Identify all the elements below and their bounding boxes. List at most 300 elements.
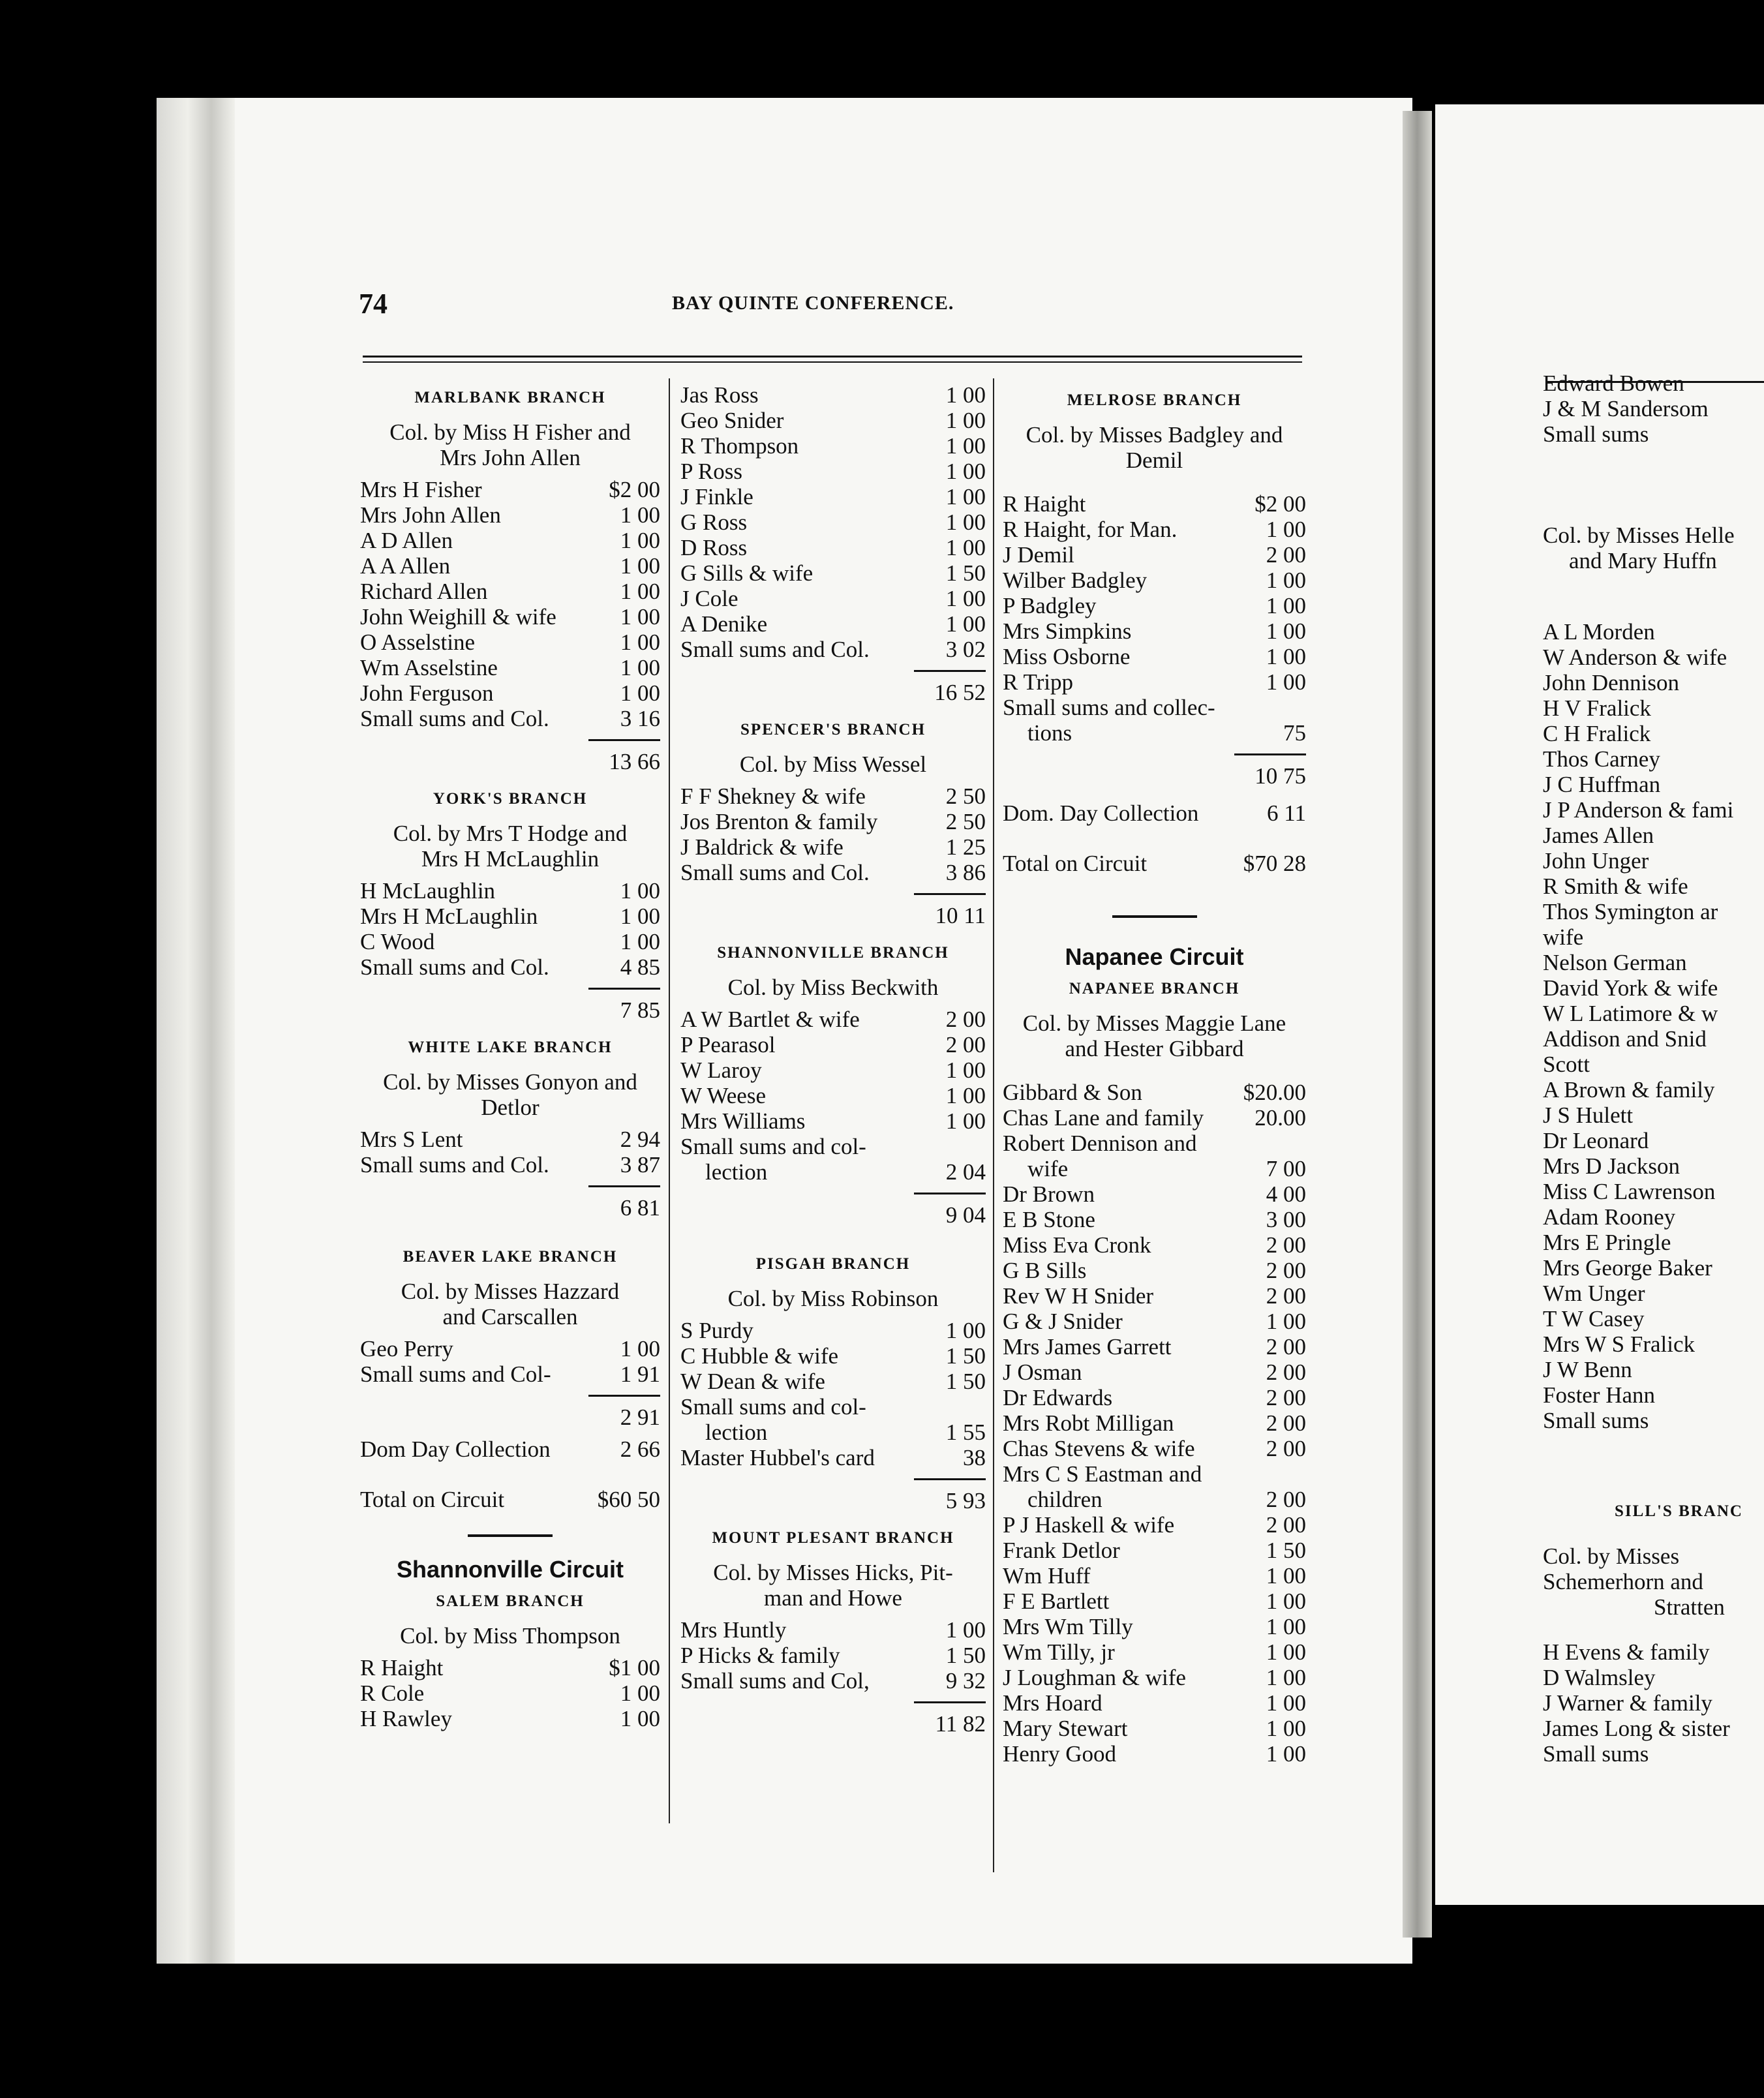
entry-name: R Haight: [1003, 491, 1086, 517]
entry-name: Mrs D Jackson: [1543, 1153, 1680, 1179]
entry-amount: 1 00: [620, 553, 660, 579]
entry-amount: 4 00: [1266, 1181, 1306, 1207]
dom-day-row: Dom. Day Collection 6 11: [1003, 800, 1306, 826]
entry-row: [680, 611, 986, 637]
column-divider-2: [993, 378, 994, 1872]
entry-name: J Loughman & wife: [1003, 1665, 1186, 1690]
entry-name: C Wood: [360, 929, 435, 954]
entry-amount: 2 00: [1266, 1334, 1306, 1360]
entry-row: [680, 535, 986, 560]
entry-name: Mary Stewart: [1003, 1716, 1128, 1741]
entry-amount: 1 00: [945, 1318, 986, 1343]
entry-row: [360, 630, 660, 655]
dom-day-row: Dom Day Collection 2 66: [360, 1437, 660, 1462]
entry-name: Adam Rooney: [1543, 1204, 1676, 1230]
entry-amount: 2 00: [1266, 542, 1306, 568]
entry-row: [1003, 1589, 1306, 1614]
entry-row: [1003, 1639, 1306, 1665]
collector-caption: Col. by Miss Thompson: [400, 1623, 620, 1649]
entry-row: [360, 1152, 660, 1178]
entry-name: Mrs S Lent: [360, 1127, 463, 1152]
entry-amount: 1 00: [945, 1108, 986, 1134]
entry-amount: 1 00: [1266, 1563, 1306, 1589]
salem-continued-rows: [680, 382, 986, 662]
collector-caption: Col. by Mrs T Hodge and Mrs H McLaughlin: [393, 821, 628, 872]
entry-name: G & J Snider: [1003, 1309, 1123, 1334]
entry-amount: 2 00: [945, 1032, 986, 1057]
entry-row: [360, 1680, 660, 1706]
circuit-total-row: Total on Circuit $70 28: [1003, 851, 1306, 876]
entry-name: P J Haskell & wife: [1003, 1512, 1175, 1538]
entry-row: [360, 929, 660, 954]
entry-name: Small sums: [1543, 1741, 1649, 1767]
entry-row: tions 75: [1027, 720, 1306, 746]
entry-row: [680, 1083, 986, 1108]
entry-amount: 2 00: [945, 1007, 986, 1032]
entry-amount: 1 00: [1266, 1665, 1306, 1690]
entry-row: [680, 1343, 986, 1369]
entry-name: David York & wife: [1543, 975, 1718, 1001]
entry-name: R Cole: [360, 1680, 425, 1706]
sill-rows: [1543, 1639, 1764, 1767]
entry-name: Gibbard & Son: [1003, 1080, 1142, 1105]
entry-amount: 1 00: [1266, 517, 1306, 542]
entry-name: Edward Bowen: [1543, 371, 1684, 396]
entry-name: J Cole: [680, 586, 738, 611]
entry-name: A W Bartlet & wife: [680, 1007, 860, 1032]
entry-row: Small sums and col-: [680, 1394, 866, 1420]
entry-amount: 1 00: [620, 878, 660, 904]
entry-name: H V Fralick: [1543, 695, 1651, 721]
mount-plesant-rows: [680, 1617, 986, 1694]
entry-row: [1003, 1181, 1306, 1207]
entry-name: Henry Good: [1003, 1741, 1116, 1767]
subtotal-row: 16 52: [934, 680, 986, 705]
entry-name: Miss Osborne: [1003, 644, 1131, 669]
entry-name: John Ferguson: [360, 680, 494, 706]
entry-name: John Weighill & wife: [360, 604, 556, 630]
entry-name: Rev W H Snider: [1003, 1283, 1154, 1309]
entry-name: G B Sills: [1003, 1258, 1087, 1283]
column-divider-1: [669, 378, 670, 1823]
entry-name: Dr Edwards: [1003, 1385, 1113, 1410]
entry-amount: $2 00: [609, 477, 660, 502]
entry-name: C Hubble & wife: [680, 1343, 839, 1369]
entry-row: [680, 783, 986, 809]
entry-name: W Anderson & wife: [1543, 645, 1727, 670]
entry-row: [1003, 517, 1306, 542]
entry-amount: 1 00: [945, 611, 986, 637]
collector-caption: Col. by Miss Beckwith: [727, 975, 939, 1000]
entry-amount: 1 00: [620, 655, 660, 680]
entry-name: Small sums and Col.: [360, 954, 549, 980]
subtotal-row: 7 85: [620, 997, 660, 1023]
entry-amount: 1 50: [1266, 1538, 1306, 1563]
entry-amount: 2 00: [1266, 1436, 1306, 1461]
entry-amount: 1 00: [945, 1083, 986, 1108]
collector-caption: Col. by Misses Maggie Lane and Hester Gibbard: [1022, 1011, 1286, 1061]
entry-amount: 2 00: [1266, 1258, 1306, 1283]
entry-name: Wm Tilly, jr: [1003, 1639, 1115, 1665]
entry-name: Mrs Robt Milligan: [1003, 1410, 1174, 1436]
entry-amount: 1 50: [945, 1343, 986, 1369]
entry-row: [360, 604, 660, 630]
entry-name: Small sums and Col.: [680, 860, 870, 885]
entry-name: Thos Symington ar: [1543, 899, 1718, 924]
entry-name: Wm Asselstine: [360, 655, 498, 680]
entry-row: [360, 655, 660, 680]
subtotal-row: 9 04: [945, 1202, 986, 1228]
entry-row: [1003, 1283, 1306, 1309]
entry-name: Mrs H McLaughlin: [360, 904, 538, 929]
entry-amount: 2 94: [620, 1127, 660, 1152]
entry-amount: 1 25: [945, 834, 986, 860]
sum-rule: [914, 1193, 986, 1194]
marlbank-rows: [360, 477, 660, 731]
entry-amount: 2 50: [945, 783, 986, 809]
sum-rule: [914, 893, 986, 895]
page-number: 74: [359, 288, 388, 320]
entry-row: [360, 1706, 660, 1731]
entry-row: [1003, 593, 1306, 618]
entry-amount: 3 00: [1266, 1207, 1306, 1232]
entry-name: Nelson German: [1543, 950, 1687, 975]
entry-row: [680, 459, 986, 484]
entry-name: Small sums and Col,: [680, 1668, 870, 1694]
entry-amount: 2 00: [1266, 1512, 1306, 1538]
section-heading: PISGAH BRANCH: [755, 1255, 911, 1273]
napanee-rows-a: [1003, 1080, 1306, 1131]
entry-amount: 3 86: [945, 860, 986, 885]
entry-name: Small sums and Col-: [360, 1361, 551, 1387]
entry-name: wife: [1543, 924, 1584, 950]
entry-name: J Baldrick & wife: [680, 834, 844, 860]
napanee-rows-b: [1003, 1181, 1306, 1461]
entry-name: J S Hulett: [1543, 1102, 1634, 1128]
entry-name: P Pearasol: [680, 1032, 776, 1057]
subtotal-row: 10 75: [1255, 763, 1306, 789]
entry-row: [1003, 1614, 1306, 1639]
collector-caption: Col. by Misses Hicks, Pit- man and Howe: [713, 1560, 953, 1611]
section-heading: SALEM BRANCH: [436, 1592, 585, 1610]
entry-row: [1003, 1436, 1306, 1461]
entry-amount: 1 00: [620, 929, 660, 954]
section-heading: MELROSE BRANCH: [1067, 391, 1242, 409]
entry-name: R Haight: [360, 1655, 444, 1680]
sum-rule: [588, 1395, 660, 1397]
entry-amount: 1 00: [620, 680, 660, 706]
entry-name: R Thompson: [680, 433, 799, 459]
entry-name: E B Stone: [1003, 1207, 1095, 1232]
entry-amount: 2 00: [1266, 1385, 1306, 1410]
entry-name: T W Casey: [1543, 1306, 1645, 1331]
entry-amount: 1 00: [1266, 1690, 1306, 1716]
subtotal-row: 2 91: [620, 1405, 660, 1430]
entry-name: H Rawley: [360, 1706, 452, 1731]
entry-amount: 20.00: [1255, 1105, 1306, 1131]
entry-name: Small sums: [1543, 1408, 1649, 1433]
entry-row: [680, 834, 986, 860]
entry-amount: 1 00: [1266, 618, 1306, 644]
entry-row: [680, 560, 986, 586]
entry-name: John Dennison: [1543, 670, 1680, 695]
entry-name: Chas Stevens & wife: [1003, 1436, 1195, 1461]
section-heading: NAPANEE BRANCH: [1069, 980, 1240, 997]
entry-name: Dr Leonard: [1543, 1128, 1649, 1153]
entry-name: Small sums and Col.: [360, 1152, 549, 1178]
entry-row: [1003, 644, 1306, 669]
sum-rule: [914, 670, 986, 672]
entry-name: Small sums: [1543, 421, 1649, 447]
entry-row: [1003, 1080, 1306, 1105]
entry-row: [360, 477, 660, 502]
spencer-rows: [680, 783, 986, 885]
entry-row: [680, 433, 986, 459]
beaver-lake-rows: [360, 1336, 660, 1387]
collector-caption: Col. by Miss H Fisher and Mrs John Allen: [389, 419, 631, 470]
entry-name: Small sums and Col.: [680, 637, 870, 662]
entry-name: Jos Brenton & family: [680, 809, 878, 834]
entry-name: P Hicks & family: [680, 1643, 840, 1668]
entry-amount: 1 00: [945, 1617, 986, 1643]
entry-name: A D Allen: [360, 528, 453, 553]
entry-name: J Finkle: [680, 484, 753, 509]
entry-row: [1003, 1512, 1306, 1538]
entry-amount: 1 00: [945, 509, 986, 535]
entry-name: Small sums and Col.: [360, 706, 549, 731]
entry-row: [1003, 1538, 1306, 1563]
section-divider: [1112, 915, 1197, 918]
entry-row: [680, 1032, 986, 1057]
entry-row: [1003, 618, 1306, 644]
entry-amount: 1 00: [945, 382, 986, 408]
entry-row: [680, 1617, 986, 1643]
entry-row: [680, 1668, 986, 1694]
entry-amount: 1 00: [1266, 1589, 1306, 1614]
entry-row: [1003, 1716, 1306, 1741]
entry-row: [680, 637, 986, 662]
entry-row: [1003, 542, 1306, 568]
entry-name: Miss C Lawrenson: [1543, 1179, 1716, 1204]
entry-name: James Allen: [1543, 823, 1654, 848]
circuit-total-row: Total on Circuit $60 50: [360, 1487, 660, 1512]
shannonville-rows: [680, 1007, 986, 1134]
entry-row: [1003, 1741, 1306, 1767]
entry-name: Jas Ross: [680, 382, 759, 408]
entry-amount: 1 50: [945, 1643, 986, 1668]
entry-name: Geo Snider: [680, 408, 784, 433]
entry-name: Mrs Huntly: [680, 1617, 787, 1643]
entry-amount: 1 00: [1266, 1639, 1306, 1665]
entry-row: lection 1 55: [705, 1420, 986, 1445]
entry-row: Small sums and col-: [680, 1134, 866, 1159]
entry-amount: 1 00: [620, 604, 660, 630]
entry-amount: 1 00: [1266, 1614, 1306, 1639]
entry-name: D Ross: [680, 535, 748, 560]
entry-name: R Haight, for Man.: [1003, 517, 1178, 542]
entry-amount: 1 00: [1266, 1309, 1306, 1334]
entry-row: [680, 484, 986, 509]
entry-name: J W Benn: [1543, 1357, 1632, 1382]
entry-row: [680, 408, 986, 433]
entry-row: Master Hubbel's card 38: [680, 1445, 986, 1470]
entry-row: [1003, 1665, 1306, 1690]
entry-row: [680, 509, 986, 535]
entry-name: Mrs H Fisher: [360, 477, 482, 502]
entry-name: R Smith & wife: [1543, 874, 1688, 899]
collector-caption: Col. by Misses Schemerhorn and Stratten: [1543, 1543, 1725, 1620]
entry-name: Mrs Hoard: [1003, 1690, 1102, 1716]
entry-name: John Unger: [1543, 848, 1649, 874]
entry-row: [1003, 1334, 1306, 1360]
entry-row: [360, 954, 660, 980]
entry-amount: 1 00: [620, 528, 660, 553]
entry-name: Wm Unger: [1543, 1281, 1645, 1306]
entry-row: [360, 680, 660, 706]
entry-amount: 1 00: [620, 579, 660, 604]
collector-caption: Col. by Misses Gonyon and Detlor: [383, 1069, 637, 1120]
entry-row: [1003, 491, 1306, 517]
entry-amount: 1 00: [620, 502, 660, 528]
entry-row: Mrs C S Eastman and: [1003, 1461, 1202, 1487]
entry-row: [360, 1127, 660, 1152]
entry-name: P Badgley: [1003, 593, 1097, 618]
entry-row: [1003, 1105, 1306, 1131]
entry-name: James Long & sister: [1543, 1716, 1730, 1741]
section-heading: WHITE LAKE BRANCH: [408, 1039, 613, 1056]
right-rows: [1543, 619, 1764, 1433]
section-heading: SPENCER'S BRANCH: [740, 721, 926, 738]
melrose-rows: [1003, 491, 1306, 695]
napanee-rows-c: [1003, 1512, 1306, 1767]
entry-row: children 2 00: [1027, 1487, 1306, 1512]
entry-row: [360, 1361, 660, 1387]
entry-name: F E Bartlett: [1003, 1589, 1110, 1614]
entry-amount: 1 00: [945, 1057, 986, 1083]
entry-name: Geo Perry: [360, 1336, 453, 1361]
subtotal-row: 10 11: [935, 903, 986, 928]
subtotal-row: 6 81: [620, 1195, 660, 1221]
entry-name: Richard Allen: [360, 579, 488, 604]
entry-row: [680, 860, 986, 885]
entry-row: [680, 809, 986, 834]
entry-amount: 1 00: [620, 1706, 660, 1731]
entry-name: Chas Lane and family: [1003, 1105, 1204, 1131]
entry-name: W Laroy: [680, 1057, 762, 1083]
entry-name: Frank Detlor: [1003, 1538, 1120, 1563]
entry-row: [1003, 1360, 1306, 1385]
entry-amount: 1 00: [620, 1336, 660, 1361]
entry-amount: 1 50: [945, 560, 986, 586]
entry-amount: 1 00: [620, 630, 660, 655]
entry-row: [1003, 1385, 1306, 1410]
entry-row: [680, 1318, 986, 1343]
entry-name: Scott: [1543, 1052, 1590, 1077]
entry-row: [680, 586, 986, 611]
entry-name: J & M Sandersom: [1543, 396, 1709, 421]
entry-name: Mrs W S Fralick: [1543, 1331, 1696, 1357]
collector-caption: Col. by Misses Badgley and Demil: [1026, 422, 1283, 473]
collector-caption: Col. by Miss Robinson: [727, 1286, 939, 1311]
entry-name: J Warner & family: [1543, 1690, 1712, 1716]
subtotal-row: 13 66: [609, 749, 660, 774]
entry-name: J P Anderson & fami: [1543, 797, 1734, 823]
section-divider: [468, 1534, 553, 1537]
entry-amount: $2 00: [1255, 491, 1306, 517]
entry-amount: 1 00: [945, 535, 986, 560]
entry-amount: 2 00: [1266, 1283, 1306, 1309]
entry-amount: 1 00: [1266, 669, 1306, 695]
entry-row: [1003, 1563, 1306, 1589]
sum-rule: [588, 988, 660, 990]
entry-amount: 2 00: [1266, 1410, 1306, 1436]
section-heading: YORK'S BRANCH: [433, 790, 588, 808]
section-heading: BEAVER LAKE BRANCH: [403, 1248, 618, 1266]
entry-name: D Walmsley: [1543, 1665, 1656, 1690]
entry-row: [360, 878, 660, 904]
column-3: [1003, 376, 1306, 1767]
section-heading: MARLBANK BRANCH: [414, 389, 606, 406]
sum-rule: [588, 739, 660, 741]
entry-name: Miss Eva Cronk: [1003, 1232, 1151, 1258]
entry-row: [360, 579, 660, 604]
circuit-title: Napanee Circuit: [1065, 943, 1244, 970]
collector-caption: Col. by Misses Hazzard and Carscallen: [401, 1279, 620, 1330]
entry-amount: 1 00: [620, 904, 660, 929]
entry-amount: 1 00: [1266, 644, 1306, 669]
entry-name: Addison and Snid: [1543, 1026, 1707, 1052]
section-heading: SILL'S BRANC: [1615, 1502, 1743, 1520]
section-heading: MOUNT PLESANT BRANCH: [712, 1529, 954, 1547]
collector-caption: Col. by Misses Helle and Mary Huffn: [1543, 523, 1735, 573]
entry-amount: 1 00: [1266, 568, 1306, 593]
collector-caption: Col. by Miss Wessel: [739, 752, 927, 777]
entry-row: [680, 1369, 986, 1394]
entry-amount: 1 00: [945, 484, 986, 509]
right-page-column: [1543, 371, 1764, 1767]
entry-name: Mrs George Baker: [1543, 1255, 1712, 1281]
column-2: [680, 382, 986, 1737]
entry-name: A Denike: [680, 611, 768, 637]
entry-name: J Osman: [1003, 1360, 1082, 1385]
entry-amount: 3 87: [620, 1152, 660, 1178]
entry-row: [1003, 1690, 1306, 1716]
pisgah-rows: [680, 1318, 986, 1394]
entry-row: [360, 1336, 660, 1361]
entry-name: C H Fralick: [1543, 721, 1651, 746]
entry-name: P Ross: [680, 459, 743, 484]
sum-rule: [588, 1185, 660, 1187]
entry-row: [1003, 568, 1306, 593]
entry-amount: 3 02: [945, 637, 986, 662]
entry-row: wife 7 00: [1027, 1156, 1306, 1181]
entry-row: [1003, 1207, 1306, 1232]
entry-amount: 1 00: [945, 408, 986, 433]
entry-name: Thos Carney: [1543, 746, 1660, 772]
entry-name: J C Huffman: [1543, 772, 1661, 797]
york-rows: [360, 878, 660, 980]
entry-row: [680, 382, 986, 408]
entry-amount: 1 00: [1266, 1716, 1306, 1741]
entry-amount: 1 00: [945, 459, 986, 484]
entry-amount: 1 91: [620, 1361, 660, 1387]
entry-row: [360, 502, 660, 528]
entry-name: Mrs E Pringle: [1543, 1230, 1671, 1255]
entry-name: H McLaughlin: [360, 878, 496, 904]
entry-row: [360, 528, 660, 553]
entry-amount: 3 16: [620, 706, 660, 731]
entry-amount: 2 00: [1266, 1360, 1306, 1385]
